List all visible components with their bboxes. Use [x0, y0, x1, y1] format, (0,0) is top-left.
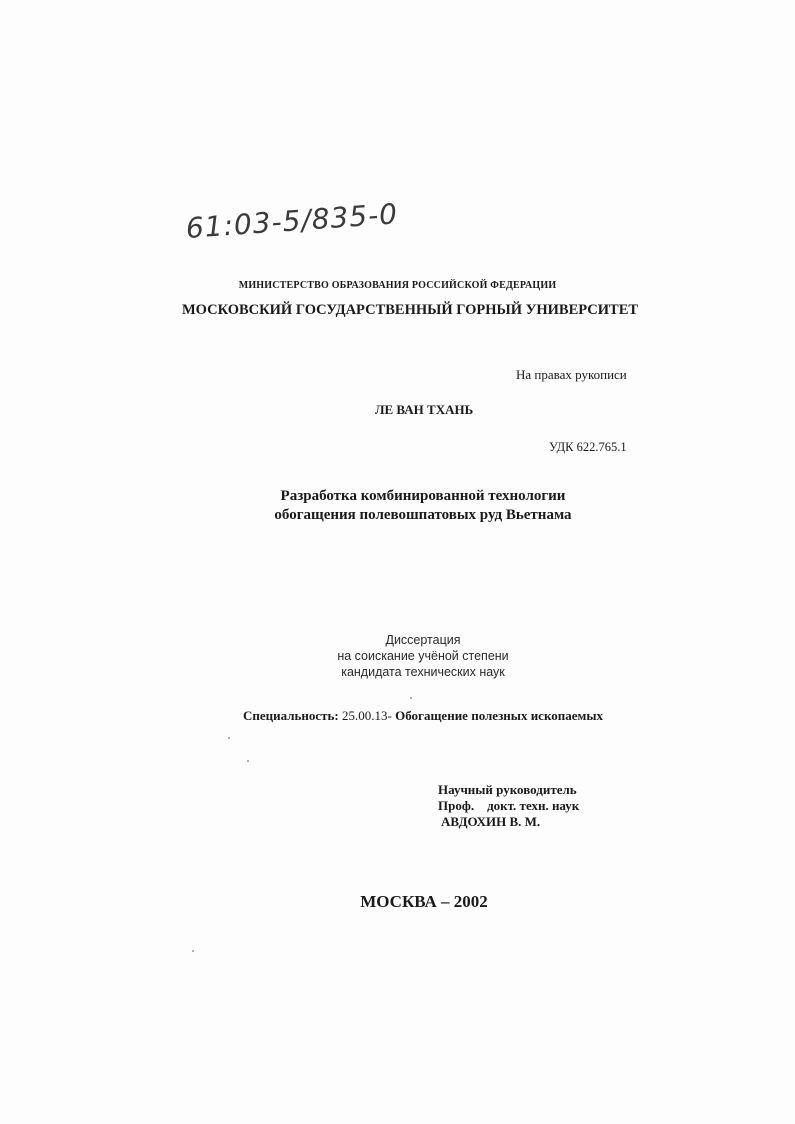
- university-name: МОСКОВСКИЙ ГОСУДАРСТВЕННЫЙ ГОРНЫЙ УНИВЕРСИТЕТ: [181, 302, 639, 318]
- author-name: ЛЕ ВАН ТХАНЬ: [374, 402, 474, 417]
- specialty-code: 25.00.13-: [342, 708, 392, 723]
- specialty-name: Обогащение полезных ископаемых: [395, 708, 604, 723]
- scan-speck: [410, 697, 412, 699]
- supervisor-degree: Проф. докт. техн. наук: [438, 798, 580, 813]
- supervisor-name: АВДОХИН В. М.: [441, 814, 541, 829]
- city-year: МОСКВА – 2002: [360, 892, 488, 911]
- dissertation-title: [0, 487, 795, 525]
- scan-speck: [247, 760, 249, 762]
- supervisor-label: Научный руководитель: [438, 782, 577, 797]
- dissertation-degree-block: [0, 632, 795, 680]
- title-line-2: обогащения полевошпатовых руд Вьетнама: [274, 507, 572, 523]
- degree-line-3: кандидата технических наук: [341, 665, 505, 679]
- supervisor-block: [438, 782, 579, 830]
- archive-number-handwritten: 61:03-5/835-0: [184, 197, 400, 245]
- specialty-label: Специальность:: [243, 708, 339, 723]
- degree-line-1: Диссертация: [385, 633, 461, 647]
- degree-line-2: на соискание учёной степени: [337, 649, 509, 663]
- title-line-1: Разработка комбинированной технологии: [280, 488, 566, 504]
- scan-speck: [228, 737, 230, 739]
- manuscript-rights-note: На правах рукописи: [516, 367, 627, 382]
- udk-code: УДК 622.765.1: [549, 440, 627, 454]
- ministry-name: МИНИСТЕРСТВО ОБРАЗОВАНИЯ РОССИЙСКОЙ ФЕДЕРАЦИИ: [238, 280, 557, 291]
- scan-speck: [192, 950, 194, 952]
- specialty-line: [243, 708, 603, 724]
